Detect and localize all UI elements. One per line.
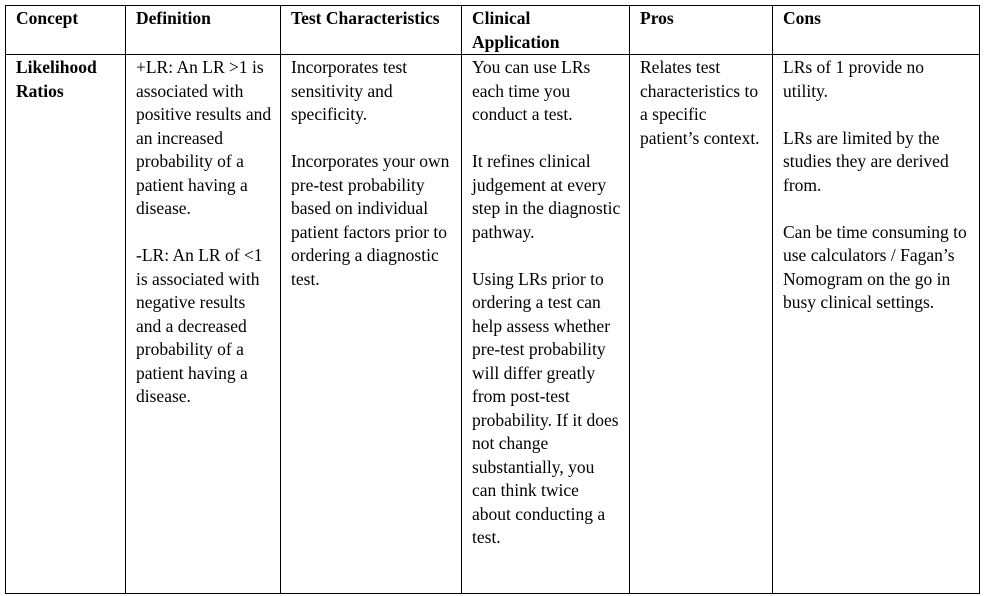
clinical-application-paragraph: Using LRs prior to ordering a test can help assess whether pre-test probability will differ greatly from post-test probability. If it does not change substantially, you can think twice about conducting a test. <box>472 268 619 547</box>
table-row <box>6 55 980 594</box>
clinical-application-paragraph: You can use LRs each time you conduct a test. <box>472 57 591 124</box>
cell-pros <box>630 55 773 594</box>
header-concept-label: Concept <box>16 8 79 28</box>
header-pros <box>630 6 773 55</box>
definition-positive-lr: +LR: An LR >1 is associated with positive results and an increased probability of a patient having a disease. <box>136 57 272 218</box>
cell-clinical-application <box>462 55 630 594</box>
header-clinical-application-label: Clinical Application <box>472 8 560 52</box>
cell-definition <box>126 55 281 594</box>
pros-paragraph: Relates test characteristics to a specific patient’s context. <box>640 57 760 148</box>
likelihood-ratios-table <box>5 5 980 594</box>
header-definition-label: Definition <box>136 8 211 28</box>
cons-paragraph: LRs are limited by the studies they are derived from. <box>783 127 949 195</box>
test-characteristics-paragraph: Incorporates test sensitivity and specificity. <box>291 57 408 124</box>
header-cons-label: Cons <box>783 8 821 28</box>
header-test-characteristics-label: Test Characteristics <box>291 8 440 28</box>
clinical-application-paragraph: It refines clinical judgement at every step in the diagnostic pathway. <box>472 151 621 242</box>
header-clinical-application <box>462 6 630 55</box>
header-pros-label: Pros <box>640 8 674 28</box>
concept-text: Likelihood Ratios <box>16 57 97 101</box>
definition-negative-lr: -LR: An LR of <1 is associated with negative results and a decreased probability of a patient having a disease. <box>136 245 263 406</box>
header-test-characteristics <box>281 6 462 55</box>
cons-paragraph: LRs of 1 provide no utility. <box>783 57 924 101</box>
cons-paragraph: Can be time consuming to use calculators / Fagan’s Nomogram on the go in busy clinical settings. <box>783 221 967 312</box>
header-concept <box>6 6 126 55</box>
header-row <box>6 6 980 55</box>
header-definition <box>126 6 281 55</box>
header-cons <box>773 6 980 55</box>
cell-concept <box>6 55 126 594</box>
test-characteristics-paragraph: Incorporates your own pre-test probability based on individual patient factors prior to ordering a diagnostic test. <box>291 151 450 289</box>
cell-cons <box>773 55 980 594</box>
cell-test-characteristics <box>281 55 462 594</box>
